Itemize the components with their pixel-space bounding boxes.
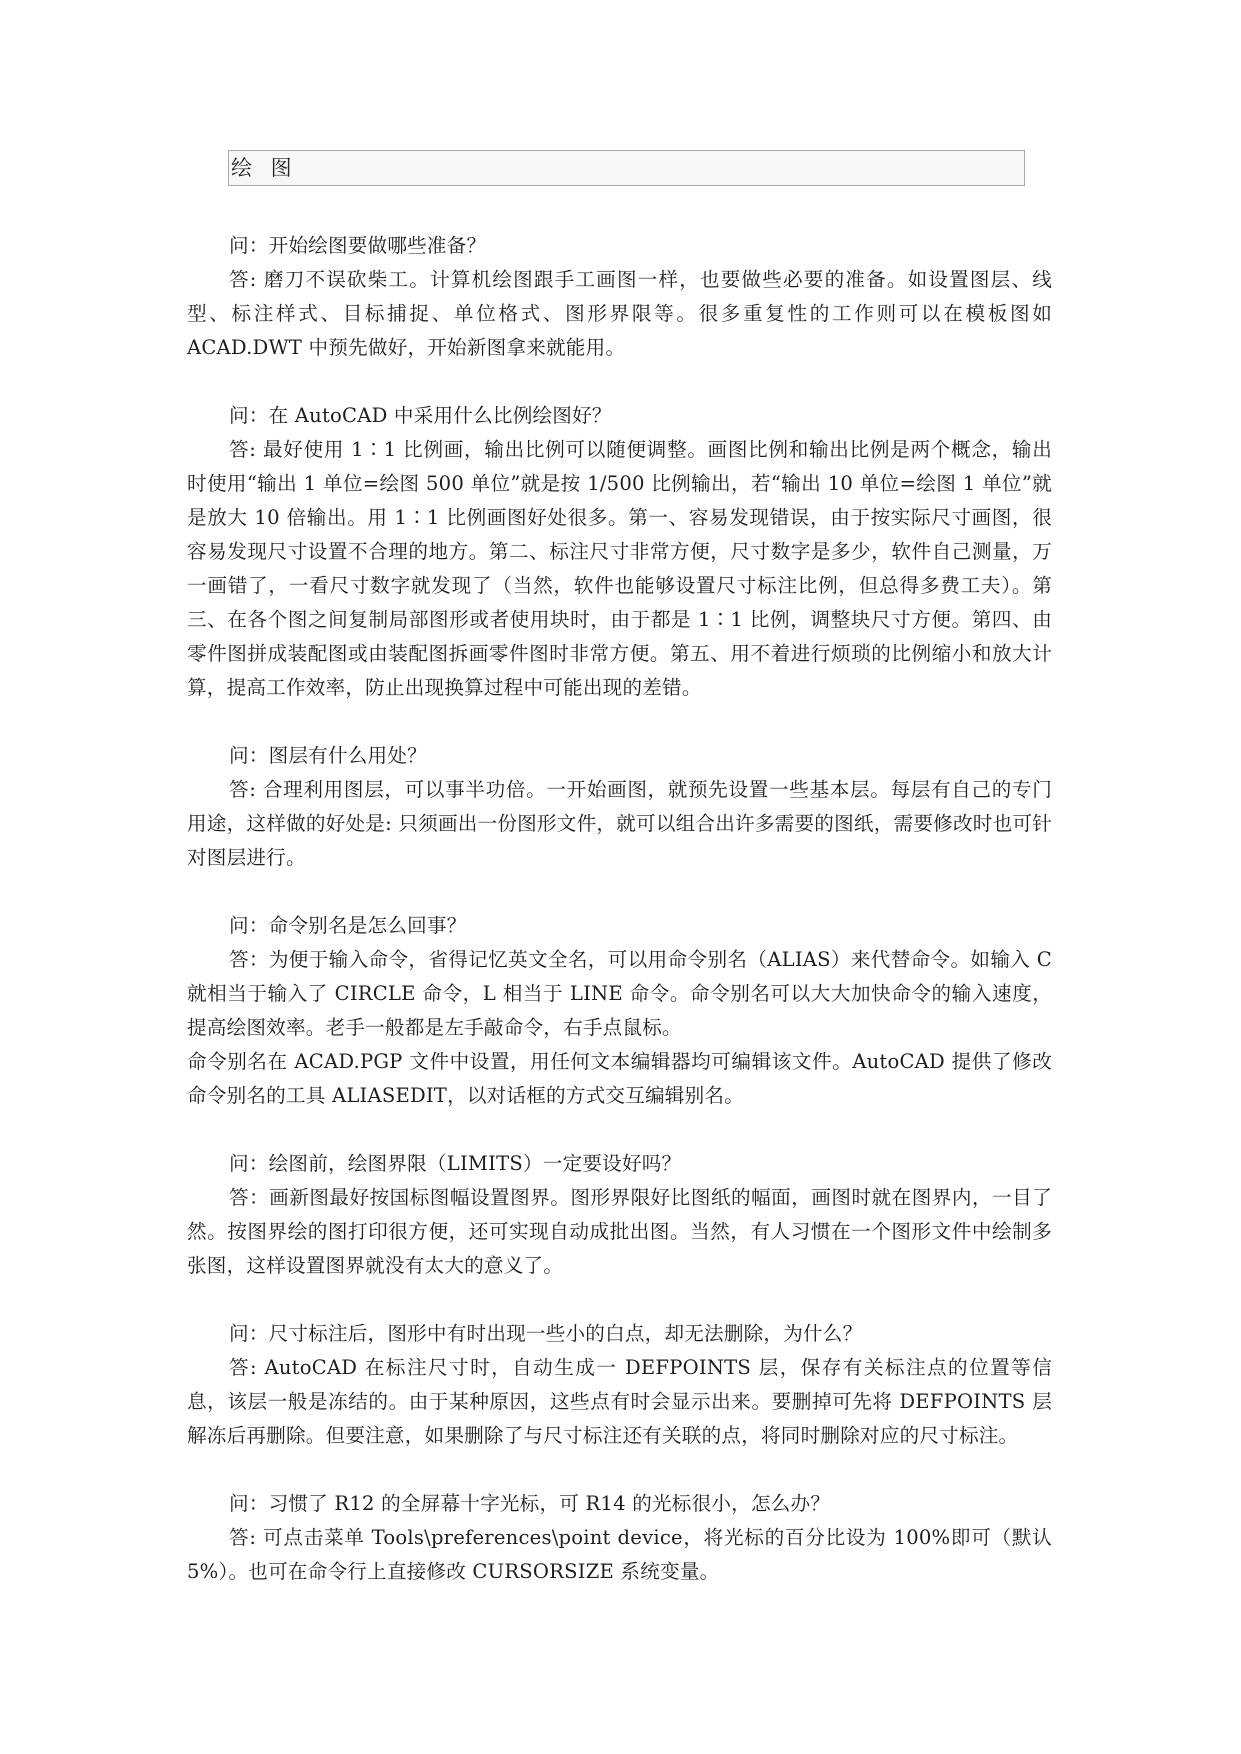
answer: 答：画新图最好按国标图幅设置图界。图形界限好比图纸的幅面，画图时就在图界内，一目了然。按图界绘的图打印很方便，还可实现自动成批出图。当然，有人习惯在一个图形文件中绘制多张图，这样设置图界就没有太大的意义了。: [187, 1186, 1052, 1277]
question: 问：尺寸标注后，图形中有时出现一些小的白点，却无法删除，为什么？: [229, 1322, 863, 1345]
answer: 答: 可点击菜单 Tools\preferences\point device，将光标的百分比设为 100%即可（默认 5%）。也可在命令行上直接修改 CURSORSIZE 系统变量。: [187, 1526, 1052, 1583]
answer: 答: AutoCAD 在标注尺寸时，自动生成一 DEFPOINTS 层，保存有关标注点的位置等信息，该层一般是冻结的。由于某种原因，这些点有时会显示出来。要删掉可先将 DEFPOINTS 层解冻后再删除。但要注意，如果删除了与尺寸标注还有关联的点，将同时删除对应的尺寸标注。: [187, 1356, 1052, 1447]
question: 问：图层有什么用处？: [229, 744, 427, 767]
section-title: 绘 图: [228, 150, 1025, 186]
qa-item: [187, 739, 1052, 875]
qa-item: [187, 229, 1052, 365]
qa-item: [187, 909, 1052, 1113]
answer: 答: 合理利用图层，可以事半功倍。一开始画图，就预先设置一些基本层。每层有自己的专门用途，这样做的好处是: 只须画出一份图形文件，就可以组合出许多需要的图纸，需要修改时也可针对图层进行。: [187, 778, 1052, 869]
qa-item: [187, 399, 1052, 705]
qa-content: [187, 229, 1052, 1589]
qa-item: [187, 1147, 1052, 1283]
question: 问：在 AutoCAD 中采用什么比例绘图好？: [229, 404, 612, 427]
question: 问：绘图前，绘图界限（LIMITS）一定要设好吗？: [229, 1152, 682, 1175]
question: 问：习惯了 R12 的全屏幕十字光标，可 R14 的光标很小，怎么办？: [229, 1492, 831, 1515]
qa-item: [187, 1317, 1052, 1453]
answer: 答: 磨刀不误砍柴工。计算机绘图跟手工画图一样，也要做些必要的准备。如设置图层、线型、标注样式、目标捕捉、单位格式、图形界限等。很多重复性的工作则可以在模板图如 ACAD.DWT 中预先做好，开始新图拿来就能用。: [187, 268, 1052, 359]
answer-continuation: 命令别名在 ACAD.PGP 文件中设置，用任何文本编辑器均可编辑该文件。AutoCAD 提供了修改命令别名的工具 ALIASEDIT，以对话框的方式交互编辑别名。: [187, 1050, 1052, 1107]
qa-item: [187, 1487, 1052, 1589]
answer: 答：为便于输入命令，省得记忆英文全名，可以用命令别名（ALIAS）来代替命令。如输入 C 就相当于输入了 CIRCLE 命令，L 相当于 LINE 命令。命令别名可以大大加快命令的输入速度，提高绘图效率。老手一般都是左手敲命令，右手点鼠标。: [187, 948, 1052, 1039]
question: 问：开始绘图要做哪些准备？: [229, 234, 487, 257]
question: 问：命令别名是怎么回事？: [229, 914, 467, 937]
answer: 答: 最好使用 1∶1 比例画，输出比例可以随便调整。画图比例和输出比例是两个概念，输出时使用“输出 1 单位=绘图 500 单位”就是按 1/500 比例输出，若“输出 10 单位=绘图 1 单位”就是放大 10 倍输出。用 1∶1 比例画图好处很多。第一、容易发现错误，由于按实际尺寸画图，很容易发现尺寸设置不合理的地方。第二、标注尺寸非常方便，尺寸数字是多少，软件自己测量，万一画错了，一看尺寸数字就发现了（当然，软件也能够设置尺寸标注比例，但总得多费工夫）。第三、在各个图之间复制局部图形或者使用块时，由于都是 1∶1 比例，调整块尺寸方便。第四、由零件图拼成装配图或由装配图拆画零件图时非常方便。第五、用不着进行烦琐的比例缩小和放大计算，提高工作效率，防止出现换算过程中可能出现的差错。: [187, 438, 1052, 699]
